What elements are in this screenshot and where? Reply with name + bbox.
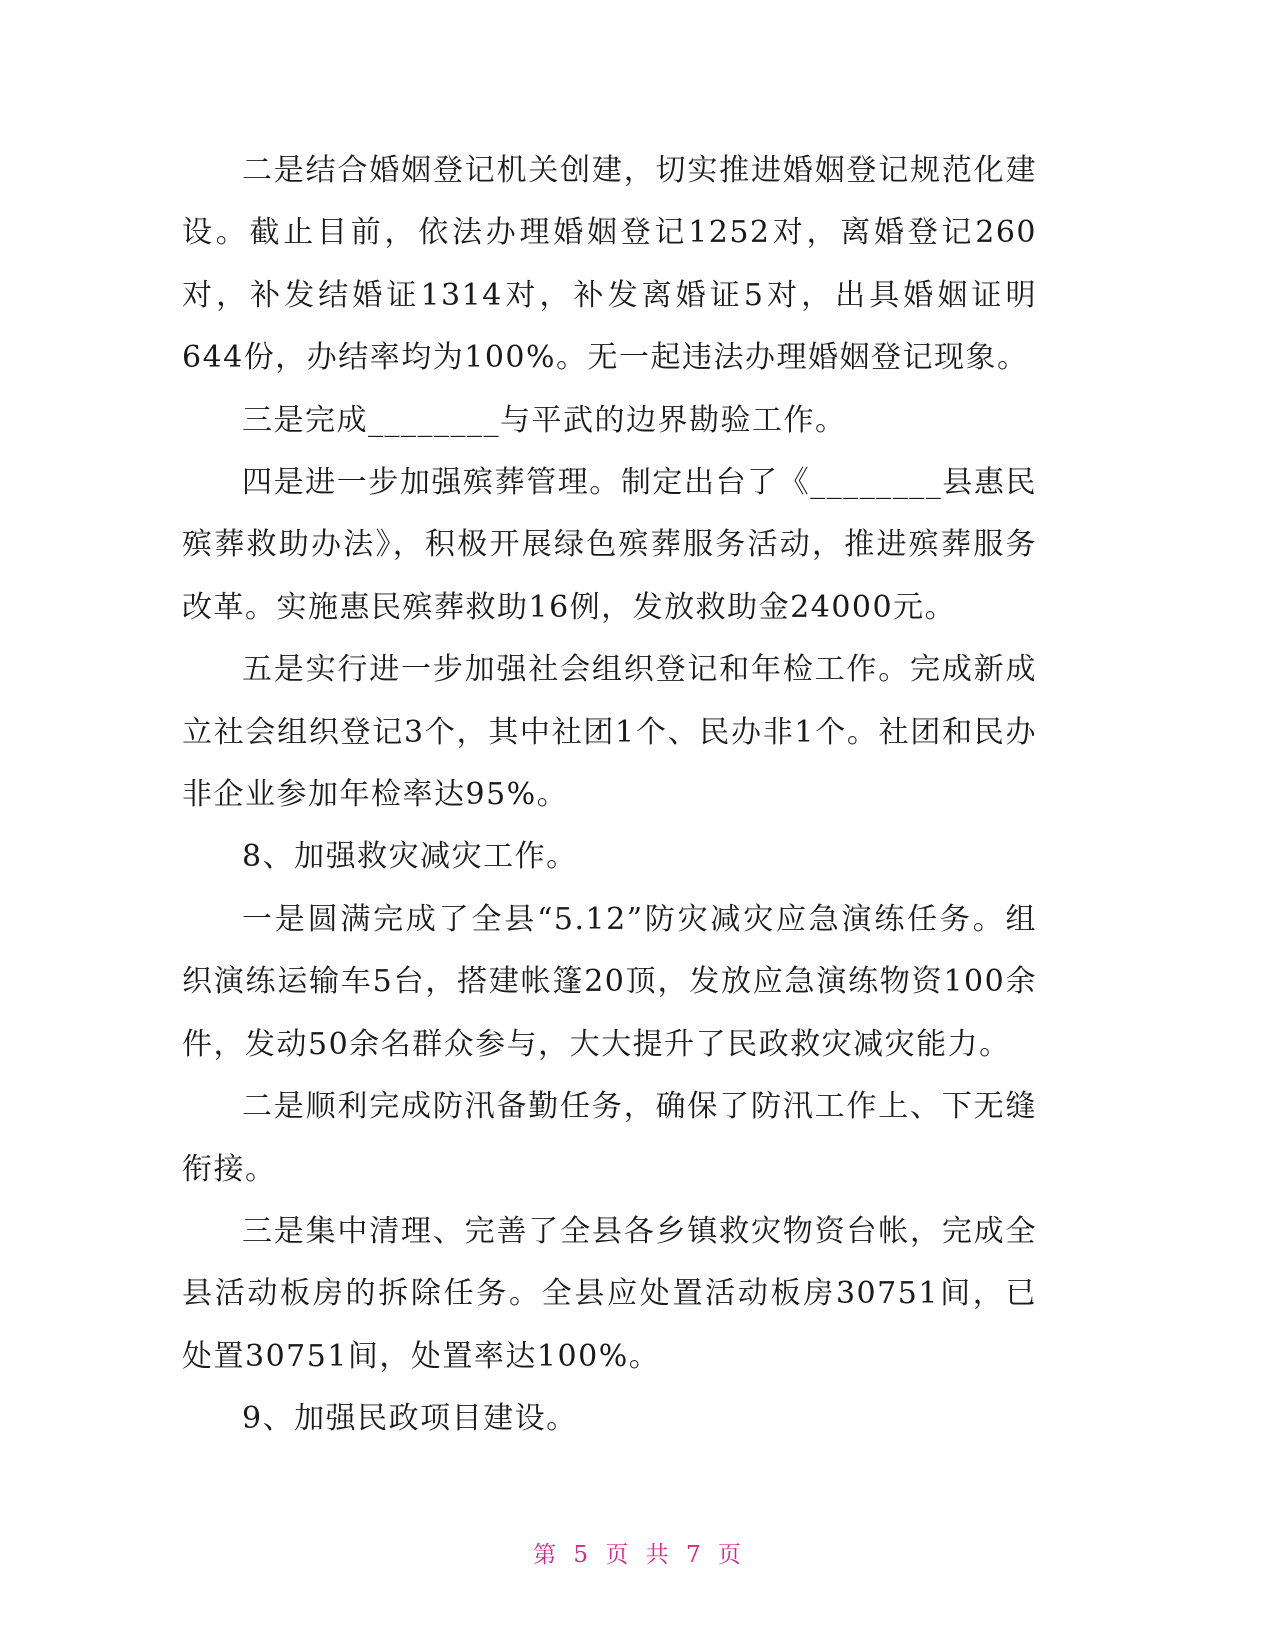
- footer-label-di: 第: [533, 1542, 558, 1568]
- footer-label-ye2: 页: [717, 1542, 742, 1568]
- document-body: [182, 140, 1037, 1451]
- footer-label-ye: 页: [605, 1542, 630, 1568]
- paragraph-relief-materials: 三是集中清理、完善了全县各乡镇救灾物资台帐，完成全县活动板房的拆除任务。全县应处置活动板房30751间，已处置30751间，处置率达100%。: [182, 1213, 1037, 1374]
- footer-current-page: 5: [573, 1542, 590, 1568]
- paragraph-marriage-registration: 二是结合婚姻登记机关创建，切实推进婚姻登记规范化建设。截止目前，依法办理婚姻登记1252对，离婚登记260对，补发结婚证1314对，补发离婚证5对，出具婚姻证明644份，办结率均为100%。无一起违法办理婚姻登记现象。: [182, 153, 1037, 376]
- section-heading-disaster-relief: 8、加强救灾减灾工作。: [242, 839, 578, 875]
- page-footer: [0, 1536, 1275, 1569]
- paragraph-flood-control: 二是顺利完成防汛备勤任务，确保了防汛工作上、下无缝衔接。: [182, 1089, 1037, 1187]
- paragraph-drill: 一是圆满完成了全县“5.12”防灾减灾应急演练任务。组织演练运输车5台，搭建帐篷20顶，发放应急演练物资100余件，发动50余名群众参与，大大提升了民政救灾减灾能力。: [182, 901, 1037, 1062]
- paragraph-funeral-management: 四是进一步加强殡葬管理。制定出台了《________县惠民殡葬救助办法》，积极开展绿色殡葬服务活动，推进殡葬服务改革。实施惠民殡葬救助16例，发放救助金24000元。: [182, 465, 1037, 625]
- section-heading-projects: 9、加强民政项目建设。: [242, 1401, 578, 1437]
- footer-label-gong: 共: [645, 1542, 670, 1568]
- paragraph-social-organization: 五是实行进一步加强社会组织登记和年检工作。完成新成立社会组织登记3个，其中社团1个、民办非1个。社团和民办非企业参加年检率达95%。: [182, 652, 1037, 813]
- paragraph-boundary-survey: 三是完成________与平武的边界勘验工作。: [242, 402, 847, 438]
- footer-total-pages: 7: [685, 1542, 702, 1568]
